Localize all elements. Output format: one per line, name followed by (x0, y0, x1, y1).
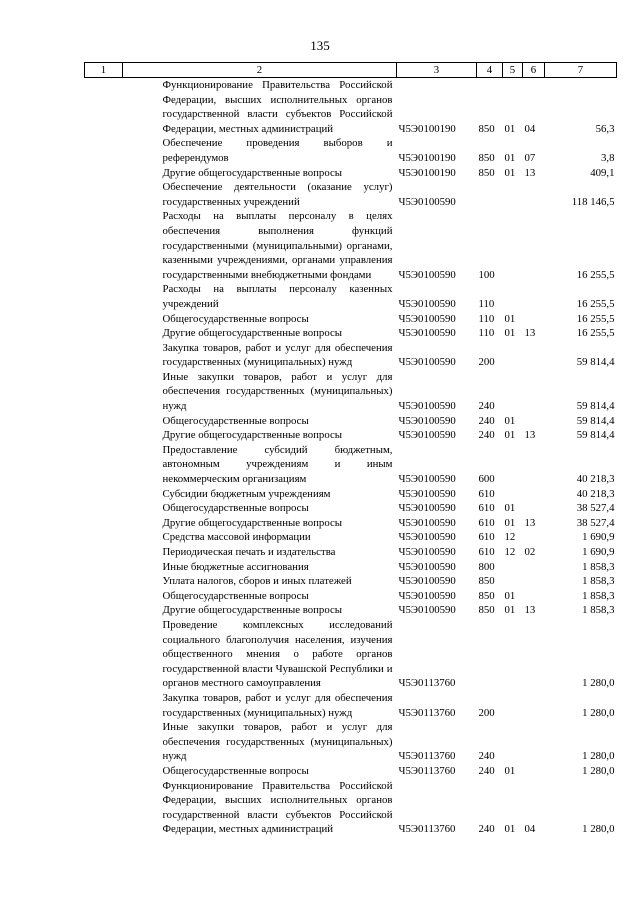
cell-empty (85, 341, 123, 370)
column-header: 4 (477, 63, 503, 78)
cell-empty (85, 312, 123, 327)
column-header: 2 (123, 63, 397, 78)
cell-amount: 1 690,9 (582, 546, 615, 558)
cell-code: Ч5Э0113760 (398, 677, 456, 690)
cell-empty (85, 589, 123, 604)
cell-subsection (523, 209, 545, 282)
cell-subsection (523, 180, 545, 209)
cell-amount: 40 218,3 (576, 473, 615, 486)
cell-group: 240 (478, 429, 495, 442)
table-body (85, 78, 617, 837)
cell-amount: 59 814,4 (576, 429, 615, 442)
table-header (85, 63, 617, 78)
cell-code: Ч5Э0100590 (398, 604, 456, 617)
cell-section (503, 720, 523, 764)
cell-amount: 16 255,5 (576, 297, 615, 310)
cell-group: 100 (478, 268, 495, 281)
cell-code: Ч5Э0100590 (398, 516, 456, 529)
cell-code: Ч5Э0100590 (398, 589, 456, 602)
cell-empty (85, 326, 123, 341)
cell-empty (85, 487, 123, 502)
cell-name: Общегосударственные вопросы (162, 312, 309, 325)
cell-amount: 1 280,0 (582, 750, 615, 763)
cell-amount: 59 814,4 (576, 400, 615, 413)
cell-code: Ч5Э0100590 (398, 560, 456, 573)
cell-code: Ч5Э0113760 (398, 764, 456, 777)
cell-group: 600 (478, 473, 495, 486)
cell-group (477, 618, 503, 691)
cell-amount: 1 858,3 (582, 589, 615, 602)
cell-name: Иные закупки товаров, работ и услуг для обеспечения государственных (муниципальных) нужд (162, 370, 393, 413)
cell-subsection (523, 530, 545, 545)
cell-empty (85, 516, 123, 531)
cell-section: 01 (504, 312, 516, 325)
cell-code: Ч5Э0113760 (398, 823, 456, 836)
cell-code: Ч5Э0100590 (398, 327, 456, 340)
table-row (85, 603, 617, 618)
cell-name: Предоставление субсидий бюджетным, автономным учреждениям и иным некоммерческим организациям (162, 443, 393, 486)
cell-empty (85, 78, 123, 137)
cell-subsection (523, 370, 545, 414)
cell-section: 01 (504, 151, 516, 164)
cell-group: 240 (478, 823, 495, 836)
table-row (85, 516, 617, 531)
cell-group (477, 180, 503, 209)
cell-empty (85, 545, 123, 560)
cell-amount: 1 280,0 (582, 823, 615, 836)
cell-name: Другие общегосударственные вопросы (162, 429, 343, 442)
cell-code: Ч5Э0100590 (398, 268, 456, 281)
table-row (85, 487, 617, 502)
cell-amount: 118 146,5 (571, 195, 615, 208)
cell-code: Ч5Э0113760 (398, 706, 456, 719)
cell-section: 01 (504, 166, 516, 179)
table-row (85, 720, 617, 764)
cell-name: Закупка товаров, работ и услуг для обеспечения государственных (муниципальных) нужд (162, 341, 393, 369)
cell-amount: 1 858,3 (582, 575, 615, 588)
table-row (85, 166, 617, 181)
table-row (85, 443, 617, 487)
cell-name: Субсидии бюджетным учреждениям (162, 487, 331, 500)
cell-subsection (523, 501, 545, 516)
cell-group: 610 (478, 502, 495, 515)
cell-group: 610 (478, 546, 495, 558)
cell-amount: 1 280,0 (582, 677, 615, 690)
cell-amount: 16 255,5 (576, 327, 615, 340)
cell-amount: 38 527,4 (576, 502, 615, 515)
cell-name: Общегосударственные вопросы (162, 414, 309, 427)
cell-name: Общегосударственные вопросы (162, 589, 309, 602)
cell-subsection: 13 (524, 604, 536, 617)
cell-empty (85, 136, 123, 165)
cell-subsection: 13 (524, 516, 536, 529)
cell-group: 800 (478, 560, 495, 573)
table-row (85, 574, 617, 589)
cell-code: Ч5Э0113760 (398, 750, 456, 763)
cell-amount: 59 814,4 (576, 356, 615, 369)
cell-section: 12 (504, 546, 516, 558)
cell-subsection (523, 691, 545, 720)
cell-empty (85, 691, 123, 720)
cell-name: Функционирование Правительства Российской Федерации, высших исполнительных органов государственной власти субъектов Российской Федерации, местных администраций (162, 79, 393, 135)
cell-group: 110 (478, 327, 495, 340)
cell-group: 850 (478, 604, 495, 617)
page-number: 135 (310, 38, 330, 53)
cell-code: Ч5Э0100190 (398, 122, 456, 135)
table-row (85, 428, 617, 443)
table-row (85, 341, 617, 370)
cell-empty (85, 779, 123, 837)
cell-subsection (523, 487, 545, 502)
cell-group: 850 (478, 575, 495, 588)
cell-empty (85, 180, 123, 209)
cell-group: 610 (478, 531, 495, 544)
cell-section (503, 443, 523, 487)
cell-subsection (523, 574, 545, 589)
cell-empty (85, 501, 123, 516)
cell-section: 01 (504, 414, 516, 427)
column-header: 7 (545, 63, 617, 78)
cell-name: Средства массовой информации (162, 531, 311, 544)
table-row (85, 530, 617, 545)
cell-section (503, 618, 523, 691)
cell-code: Ч5Э0100590 (398, 546, 456, 558)
cell-code: Ч5Э0100590 (398, 297, 456, 310)
table-row (85, 560, 617, 575)
cell-group: 240 (478, 764, 495, 777)
cell-empty (85, 370, 123, 414)
cell-code: Ч5Э0100190 (398, 151, 456, 164)
cell-amount: 40 218,3 (576, 487, 615, 500)
cell-group: 200 (478, 356, 495, 369)
cell-subsection (523, 589, 545, 604)
cell-subsection (523, 443, 545, 487)
cell-amount: 1 858,3 (582, 604, 615, 617)
table-row (85, 312, 617, 327)
column-header: 6 (523, 63, 545, 78)
cell-amount: 409,1 (590, 166, 615, 179)
cell-section: 01 (504, 122, 516, 135)
cell-group: 850 (478, 589, 495, 602)
cell-subsection (523, 312, 545, 327)
cell-section (503, 691, 523, 720)
table-row (85, 501, 617, 516)
cell-empty (85, 209, 123, 282)
cell-section: 01 (504, 589, 516, 602)
cell-group: 240 (478, 400, 495, 413)
cell-empty (85, 530, 123, 545)
cell-code: Ч5Э0100590 (398, 356, 456, 369)
budget-table (84, 62, 617, 837)
cell-empty (85, 720, 123, 764)
cell-subsection: 04 (524, 823, 536, 836)
cell-amount: 38 527,4 (576, 516, 615, 529)
cell-name: Расходы на выплаты персоналу казенных учреждений (162, 283, 393, 310)
table-row (85, 326, 617, 341)
cell-section: 12 (504, 531, 516, 544)
cell-subsection (523, 560, 545, 575)
cell-section: 01 (504, 502, 516, 515)
cell-section (503, 574, 523, 589)
cell-empty (85, 414, 123, 429)
cell-name: Общегосударственные вопросы (162, 764, 309, 777)
cell-name: Иные закупки товаров, работ и услуг для обеспечения государственных (муниципальных) нужд (162, 721, 393, 763)
cell-empty (85, 560, 123, 575)
table-row (85, 589, 617, 604)
table-row (85, 180, 617, 209)
cell-name: Обеспечение деятельности (оказание услуг) государственных учреждений (162, 181, 393, 208)
cell-name: Функционирование Правительства Российской Федерации, высших исполнительных органов государственной власти субъектов Российской Федерации, местных администраций (162, 779, 393, 836)
cell-amount: 1 280,0 (582, 764, 615, 777)
cell-empty (85, 618, 123, 691)
cell-name: Проведение комплексных исследований социального благополучия населения, изучения общественного мнения о работе органов государственной власти Чувашской Республики и органов местного самоуправления (162, 618, 393, 690)
cell-code: Ч5Э0100590 (398, 429, 456, 442)
cell-subsection (523, 720, 545, 764)
cell-group: 240 (478, 414, 495, 427)
cell-section: 01 (504, 516, 516, 529)
cell-amount: 59 814,4 (576, 414, 615, 427)
cell-empty (85, 443, 123, 487)
cell-empty (85, 166, 123, 181)
cell-section: 01 (504, 327, 516, 340)
cell-subsection: 13 (524, 429, 536, 442)
cell-code: Ч5Э0100590 (398, 400, 456, 413)
table-row (85, 78, 617, 137)
cell-section (503, 487, 523, 502)
cell-section: 01 (504, 764, 516, 777)
cell-group: 240 (478, 750, 495, 763)
cell-group: 200 (478, 706, 495, 719)
cell-section: 01 (504, 823, 516, 836)
cell-empty (85, 764, 123, 779)
cell-subsection (523, 341, 545, 370)
cell-empty (85, 603, 123, 618)
column-header: 1 (85, 63, 123, 78)
cell-code: Ч5Э0100590 (398, 575, 456, 588)
cell-subsection (523, 618, 545, 691)
cell-name: Обеспечение проведения выборов и референдумов (162, 137, 393, 164)
cell-group: 610 (478, 516, 495, 529)
cell-amount: 1 858,3 (582, 560, 615, 573)
cell-code: Ч5Э0100590 (398, 531, 456, 544)
cell-code: Ч5Э0100190 (398, 166, 456, 179)
cell-code: Ч5Э0100590 (398, 195, 456, 208)
cell-name: Расходы на выплаты персоналу в целях обеспечения выполнения функций государственными (муниципальными) органами, казенными учреждениями, органами управления государственными внебюджетными фондами (162, 210, 393, 281)
cell-name: Периодическая печать и издательства (162, 546, 336, 558)
cell-group: 850 (478, 122, 495, 135)
table-row (85, 691, 617, 720)
cell-empty (85, 574, 123, 589)
column-header: 5 (503, 63, 523, 78)
cell-amount: 1 280,0 (582, 706, 615, 719)
cell-name: Другие общегосударственные вопросы (162, 516, 343, 529)
cell-section (503, 282, 523, 311)
cell-amount: 16 255,5 (576, 312, 615, 325)
table-row (85, 370, 617, 414)
cell-subsection: 13 (524, 166, 536, 179)
cell-name: Другие общегосударственные вопросы (162, 166, 343, 179)
cell-amount: 56,3 (595, 122, 615, 135)
table-row (85, 545, 617, 560)
table-row (85, 136, 617, 165)
cell-section (503, 341, 523, 370)
cell-code: Ч5Э0100590 (398, 502, 456, 515)
cell-section: 01 (504, 604, 516, 617)
cell-amount: 3,8 (601, 151, 615, 164)
cell-subsection: 13 (524, 327, 536, 340)
cell-subsection (523, 414, 545, 429)
cell-section (503, 560, 523, 575)
cell-amount: 1 690,9 (582, 531, 615, 544)
cell-amount: 16 255,5 (576, 268, 615, 281)
cell-subsection: 07 (524, 151, 536, 164)
cell-subsection (523, 282, 545, 311)
cell-subsection: 02 (524, 546, 536, 558)
cell-section (503, 209, 523, 282)
table-row (85, 209, 617, 282)
table-row (85, 282, 617, 311)
cell-name: Закупка товаров, работ и услуг для обеспечения государственных (муниципальных) нужд (162, 691, 393, 719)
cell-section (503, 370, 523, 414)
cell-group: 850 (478, 151, 495, 164)
cell-name: Общегосударственные вопросы (162, 502, 309, 515)
cell-code: Ч5Э0100590 (398, 414, 456, 427)
cell-code: Ч5Э0100590 (398, 312, 456, 325)
cell-group: 850 (478, 166, 495, 179)
cell-name: Иные бюджетные ассигнования (162, 560, 309, 573)
table-row (85, 618, 617, 691)
column-header: 3 (397, 63, 477, 78)
cell-name: Другие общегосударственные вопросы (162, 327, 343, 340)
cell-group: 110 (478, 297, 495, 310)
table-row (85, 779, 617, 837)
cell-section: 01 (504, 429, 516, 442)
cell-name: Уплата налогов, сборов и иных платежей (162, 575, 352, 588)
cell-name: Другие общегосударственные вопросы (162, 604, 343, 617)
table-row (85, 764, 617, 779)
cell-code: Ч5Э0100590 (398, 487, 456, 500)
table-row (85, 414, 617, 429)
cell-subsection (523, 764, 545, 779)
cell-empty (85, 282, 123, 311)
cell-subsection: 04 (524, 122, 536, 135)
cell-group: 610 (478, 487, 495, 500)
cell-section (503, 180, 523, 209)
cell-code: Ч5Э0100590 (398, 473, 456, 486)
cell-group: 110 (478, 312, 495, 325)
cell-empty (85, 428, 123, 443)
